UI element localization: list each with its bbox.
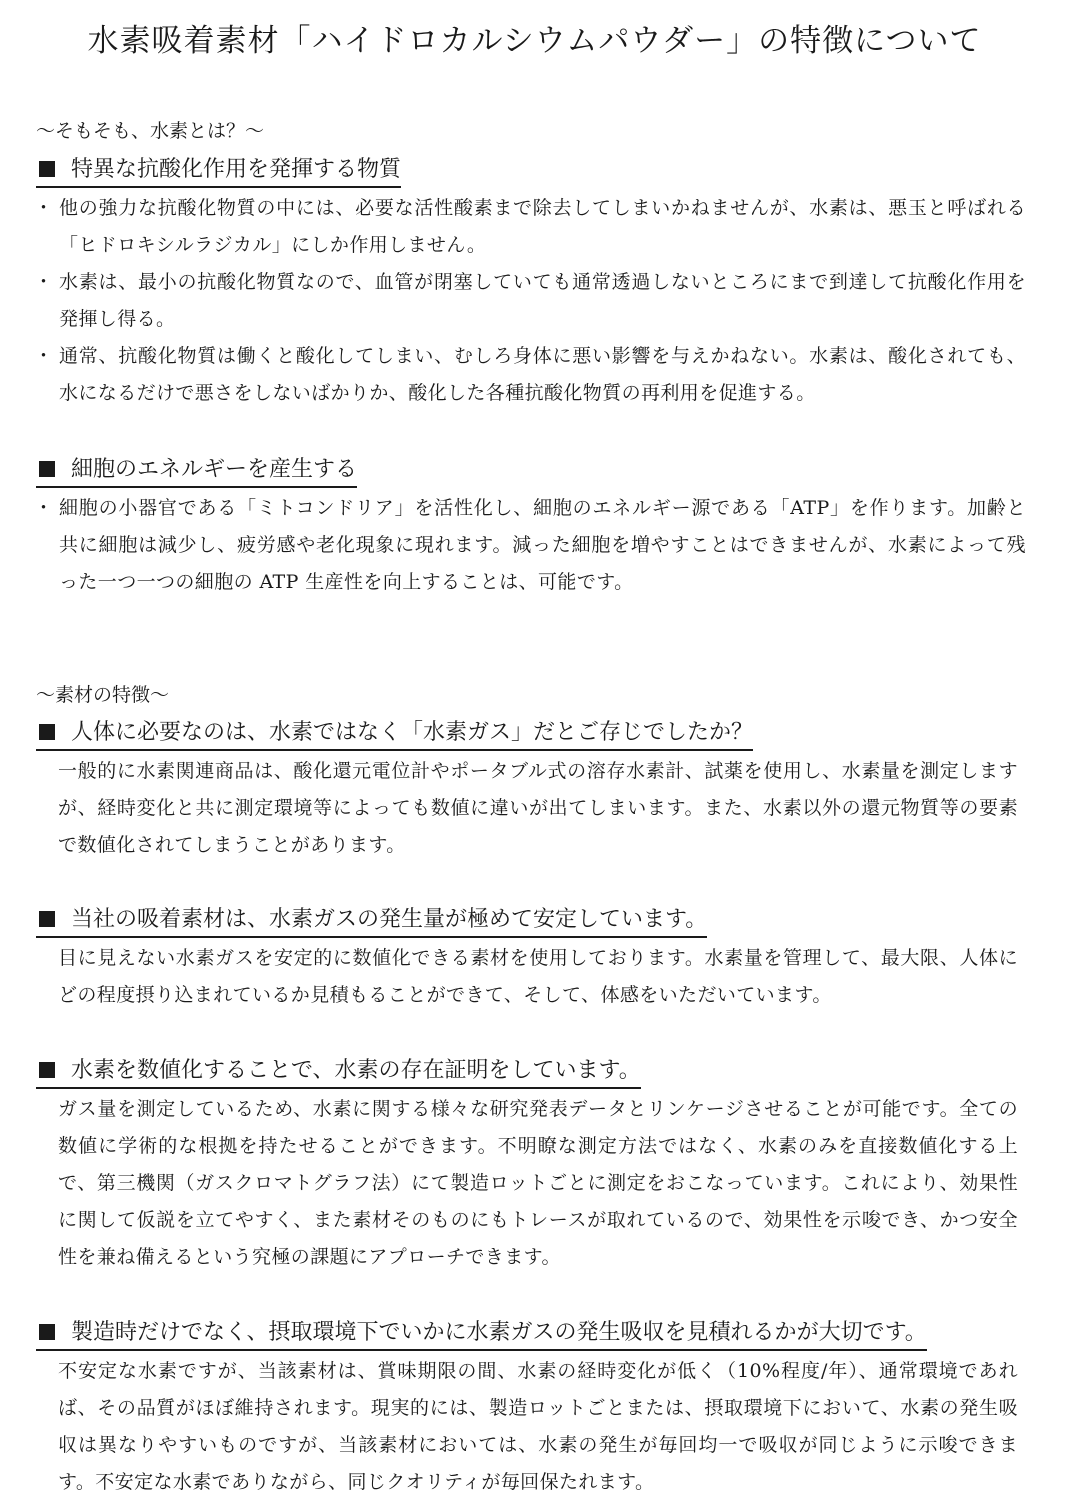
paragraph-intake-environment: 不安定な水素ですが、当該素材は、賞味期限の間、水素の経時変化が低く（10%程度/年）、通常環境であれば、その品質がほぼ維持されます。現実的には、製造ロットごとまたは、摂取環境下において、水素の発生吸収は異なりやすいものですが、当該素材においては、水素の発生が毎回均一で吸収が同じように示唆できます。不安定な水素でありながら、同じクオリティが毎回保たれます。 — [58, 1360, 1018, 1493]
square-bullet-icon — [39, 724, 55, 740]
square-bullet-icon — [39, 161, 55, 177]
square-bullet-icon — [39, 911, 55, 927]
paragraph-hydrogen-gas: 一般的に水素関連商品は、酸化還元電位計やポータブル式の溶存水素計、試薬を使用し、水素量を測定しますが、経時変化と共に測定環境等によっても数値に違いが出てしまいます。また、水素以外の還元物質等の要素で数値化されてしまうことがあります。 — [58, 760, 1018, 856]
heading-text: 水素を数値化することで、水素の存在証明をしています。 — [71, 1058, 641, 1083]
square-bullet-icon — [39, 1324, 55, 1340]
heading-quantification — [36, 1056, 641, 1089]
list-item: ・ 通常、抗酸化物質は働くと酸化してしまい、むしろ身体に悪い影響を与えかねない。水素は、酸化されても、水になるだけで悪さをしないばかりか、酸化した各種抗酸化物質の再利用を促進する。 — [36, 338, 1026, 412]
list-item: ・ 水素は、最小の抗酸化物質なので、血管が閉塞していても通常透過しないところにまで到達して抗酸化作用を発揮し得る。 — [36, 264, 1026, 338]
list-item: ・ 細胞の小器官である「ミトコンドリア」を活性化し、細胞のエネルギー源である「ATP」を作ります。加齢と共に細胞は減少し、疲労感や老化現象に現れます。減った細胞を増やすことはできませんが、水素によって残った一つ一つの細胞の ATP 生産性を向上することは、可能です。 — [36, 490, 1026, 601]
heading-hydrogen-gas — [36, 718, 753, 751]
square-bullet-icon — [39, 461, 55, 477]
heading-text: 特異な抗酸化作用を発揮する物質 — [71, 157, 402, 182]
paragraph-quantification: ガス量を測定しているため、水素に関する様々な研究発表データとリンケージさせることが可能です。全ての数値に学術的な根拠を持たせることができます。不明瞭な測定方法ではなく、水素のみを直接数値化する上で、第三機関（ガスクロマトグラフ法）にて製造ロットごとに測定をおこなっています。これにより、効果性に関して仮説を立てやすく、また素材そのものにもトレースが取れているので、効果性を示唆でき、かつ安全性を兼ね備えるという究極の課題にアプローチできます。 — [58, 1098, 1018, 1268]
heading-cell-energy — [36, 455, 357, 488]
document-title: 水素吸着素材「ハイドロカルシウムパウダー」の特徴について — [87, 23, 982, 59]
heading-stable-generation — [36, 905, 707, 938]
bullet-list-cell-energy — [36, 490, 1026, 601]
section-label-material: ～素材の特徴～ — [36, 684, 170, 706]
bullet-list-antioxidant — [36, 190, 1026, 412]
heading-text: 細胞のエネルギーを産生する — [71, 457, 358, 482]
square-bullet-icon — [39, 1062, 55, 1078]
heading-text: 人体に必要なのは、水素ではなく「水素ガス」だとご存じでしたか？ — [71, 720, 754, 745]
section-label-hydrogen: ～そもそも、水素とは？～ — [36, 120, 265, 142]
heading-antioxidant — [36, 155, 401, 188]
paragraph-stable-generation: 目に見えない水素ガスを安定的に数値化できる素材を使用しております。水素量を管理して、最大限、人体にどの程度摂り込まれているか見積もることができて、そして、体感をいただいています。 — [58, 947, 1018, 1006]
heading-intake-environment — [36, 1318, 927, 1351]
heading-text: 当社の吸着素材は、水素ガスの発生量が極めて安定しています。 — [71, 907, 708, 932]
heading-text: 製造時だけでなく、摂取環境下でいかに水素ガスの発生吸収を見積れるかが大切です。 — [71, 1320, 927, 1345]
list-item: ・ 他の強力な抗酸化物質の中には、必要な活性酸素まで除去してしまいかねませんが、水素は、悪玉と呼ばれる「ヒドロキシルラジカル」にしか作用しません。 — [36, 190, 1026, 264]
